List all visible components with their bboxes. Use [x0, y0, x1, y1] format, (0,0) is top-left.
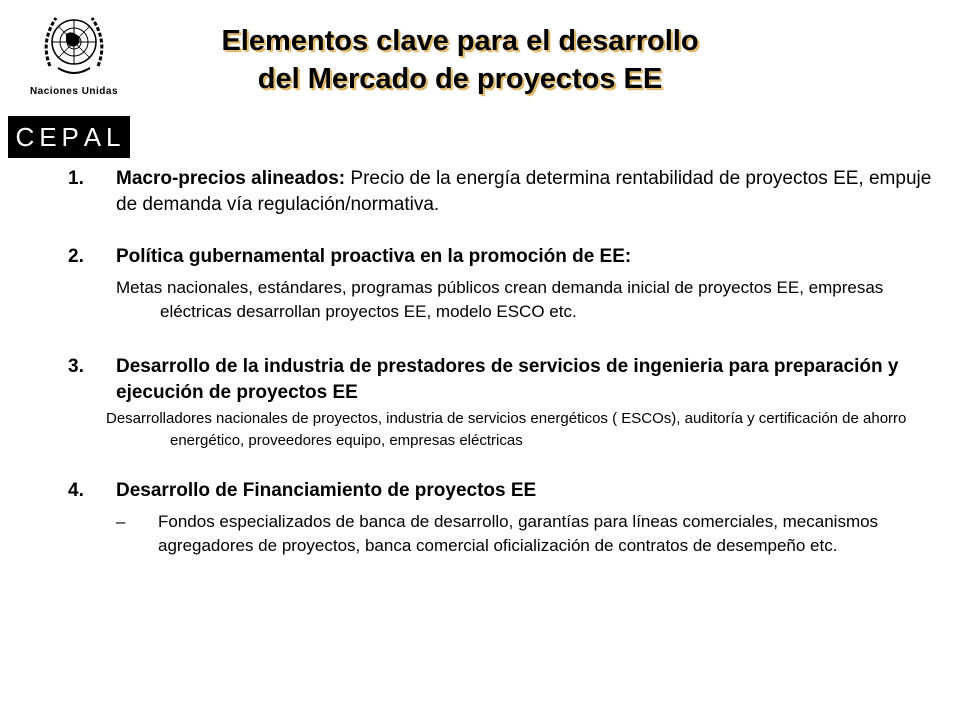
item-heading: Macro-precios alineados: — [116, 168, 346, 189]
slide-title-line1: Elementos clave para el desarrollo — [221, 25, 699, 57]
list-item-4 — [68, 478, 938, 504]
dash-bullet: – — [116, 512, 126, 531]
item-detail — [68, 408, 938, 452]
un-emblem-icon — [36, 6, 112, 82]
item-number: 3. — [68, 356, 84, 377]
item-number: 2. — [68, 246, 84, 267]
item-heading: Desarrollo de Financiamiento de proyectos EE — [116, 480, 537, 501]
item-detail-text: Fondos especializados de banca de desarrollo, garantías para líneas comerciales, mecanismos agregadores de proyectos, banca comercial oficialización de contratos de desempeño etc. — [158, 512, 879, 555]
list-item-2 — [68, 244, 938, 270]
list-item-3 — [68, 354, 938, 406]
item-detail-text: Metas nacionales, estándares, programas públicos crean demanda inicial de proyectos EE, empresas eléctricas desarrollan proyectos EE, modelo ESCO etc. — [116, 278, 884, 321]
item-number: 1. — [68, 168, 84, 189]
slide-content — [68, 166, 938, 558]
item-heading: Desarrollo de la industria de prestadores de servicios de ingenieria para preparación y ejecución de proyectos EE — [116, 356, 899, 403]
cepal-letter: L — [106, 121, 123, 152]
cepal-letter: P — [61, 121, 81, 152]
item-detail — [68, 276, 938, 324]
un-logo-text: Naciones Unidas — [29, 86, 119, 97]
item-detail-text: Desarrolladores nacionales de proyectos, industria de servicios energéticos ( ESCOs), auditoría y certificación de ahorro energético, proveedores equipo, empresas eléctricas — [106, 410, 907, 449]
item-detail — [68, 510, 938, 558]
item-text: Precio de la energía determina rentabilidad de proyectos EE, empuje de demanda vía regulación/normativa. — [116, 168, 932, 215]
item-heading: Política gubernamental proactiva en la promoción de EE: — [116, 246, 632, 267]
slide-title-line2: del Mercado de proyectos EE — [257, 63, 663, 95]
cepal-letter: E — [39, 121, 59, 152]
cepal-logo — [8, 116, 130, 158]
un-logo — [18, 6, 130, 106]
cepal-letter: C — [15, 121, 37, 152]
item-number: 4. — [68, 480, 84, 501]
cepal-letter: A — [83, 121, 104, 152]
slide-title — [140, 22, 780, 98]
list-item-1 — [68, 166, 938, 218]
